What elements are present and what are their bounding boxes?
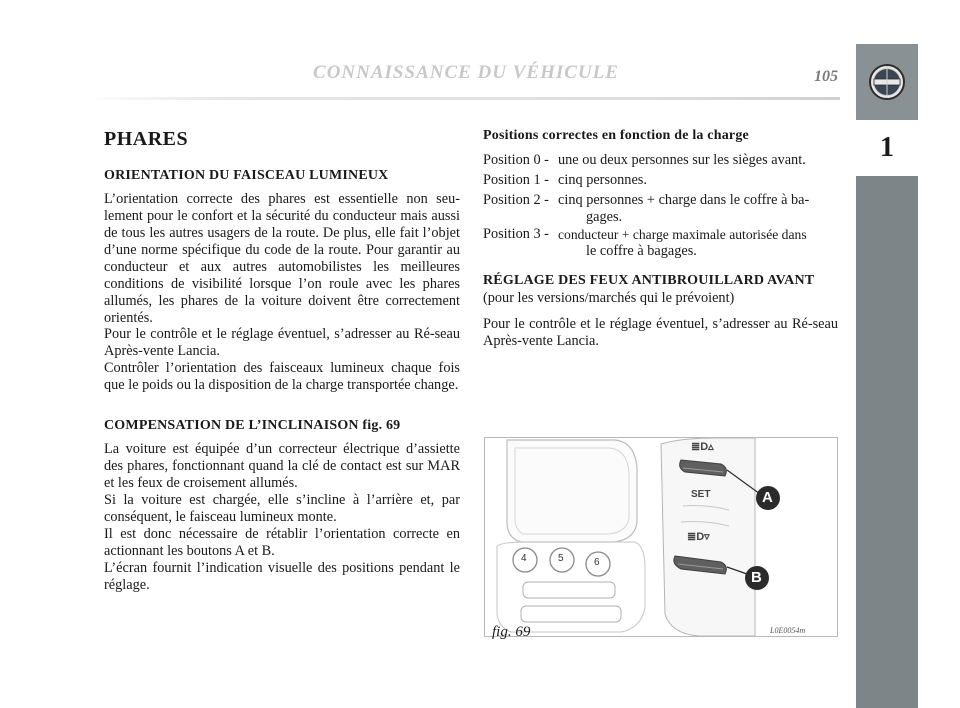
figure-caption: fig. 69 bbox=[492, 624, 531, 640]
paragraph: Pour le contrôle et le réglage éventuel, s’adresser au Ré-seau Après-vente Lancia. bbox=[104, 326, 460, 359]
paragraph: La voiture est équipée d’un correcteur électrique d’assiette des phares, fonctionnant quand la clé de contact est sur MAR et les feux de croisement allumés. bbox=[104, 441, 460, 491]
paragraph: L’orientation correcte des phares est essentielle non seu-lement pour le confort et la sécurité du conducteur mais aussi de tous les autres usagers de la route. De plus, elle fait l’objet d’une norme spécifique du code de la route. Pour garantir au conducteur et aux autres automobilistes les meilleures conditions de visibilité lorsque l’on roule avec les phares allumés, les phares de la voiture doivent être correctement orientés. bbox=[104, 191, 460, 326]
position-label: Position 2 - bbox=[483, 192, 549, 208]
chapter-number: 1 bbox=[880, 132, 894, 163]
subsection-heading: ORIENTATION DU FAISCEAU LUMINEUX bbox=[104, 168, 389, 183]
callout-b: B bbox=[751, 569, 762, 586]
callout-a: A bbox=[762, 489, 773, 506]
section-title: PHARES bbox=[104, 128, 189, 150]
button-number-4: 4 bbox=[521, 553, 527, 564]
dashboard-controls-drawing bbox=[485, 438, 837, 636]
figure-code: L0E0054m bbox=[770, 626, 806, 635]
figure-69-illustration bbox=[484, 437, 838, 637]
position-label: Position 1 - bbox=[483, 172, 549, 188]
paragraph: L’écran fournit l’indication visuelle des positions pendant le réglage. bbox=[104, 560, 460, 593]
position-row bbox=[483, 152, 838, 169]
header-rule bbox=[86, 97, 840, 100]
paragraph: Il est donc nécessaire de rétablir l’orientation correcte en actionnant les boutons A et B. bbox=[104, 526, 460, 559]
position-text: cinq personnes. bbox=[558, 172, 647, 188]
chapter-tab bbox=[856, 122, 918, 174]
sidebar-separator bbox=[856, 174, 918, 176]
set-label: SET bbox=[691, 489, 711, 500]
level-up-symbol: ≣D▵ bbox=[691, 441, 714, 453]
paragraph: Si la voiture est chargée, elle s’incline à l’arrière et, par conséquent, le faisceau lumineux monte. bbox=[104, 492, 460, 525]
fog-paragraph: Pour le contrôle et le réglage éventuel, s’adresser au Ré-seau Après-vente Lancia. bbox=[483, 316, 838, 349]
position-text: conducteur + charge maximale autorisée dans bbox=[558, 227, 807, 242]
section-header-title: CONNAISSANCE DU VÉHICULE bbox=[313, 62, 619, 83]
button-number-6: 6 bbox=[594, 557, 600, 568]
position-text-continued: le coffre à bagages. bbox=[586, 243, 697, 259]
position-label: Position 0 - bbox=[483, 152, 549, 168]
position-label: Position 3 - bbox=[483, 226, 549, 242]
lancia-logo bbox=[856, 44, 918, 120]
position-row bbox=[483, 172, 838, 189]
position-text: cinq personnes + charge dans le coffre à ba- bbox=[558, 192, 810, 208]
level-down-symbol: ≣D▿ bbox=[687, 531, 710, 543]
position-row bbox=[483, 226, 838, 260]
fog-heading: RÉGLAGE DES FEUX ANTIBROUILLARD AVANT bbox=[483, 273, 815, 288]
fog-note: (pour les versions/marchés qui le prévoient) bbox=[483, 290, 735, 306]
button-number-5: 5 bbox=[558, 553, 564, 564]
page-number: 105 bbox=[814, 68, 838, 85]
position-text-continued: gages. bbox=[586, 209, 623, 225]
lancia-shield-icon bbox=[867, 60, 907, 104]
position-text: une ou deux personnes sur les sièges avant. bbox=[558, 152, 806, 168]
subsection-heading: COMPENSATION DE L’INCLINAISON fig. 69 bbox=[104, 418, 401, 433]
paragraph: Contrôler l’orientation des faisceaux lumineux chaque fois que le poids ou la disposition de la charge transportée change. bbox=[104, 360, 460, 393]
positions-heading: Positions correctes en fonction de la charge bbox=[483, 128, 749, 143]
position-row bbox=[483, 192, 838, 226]
